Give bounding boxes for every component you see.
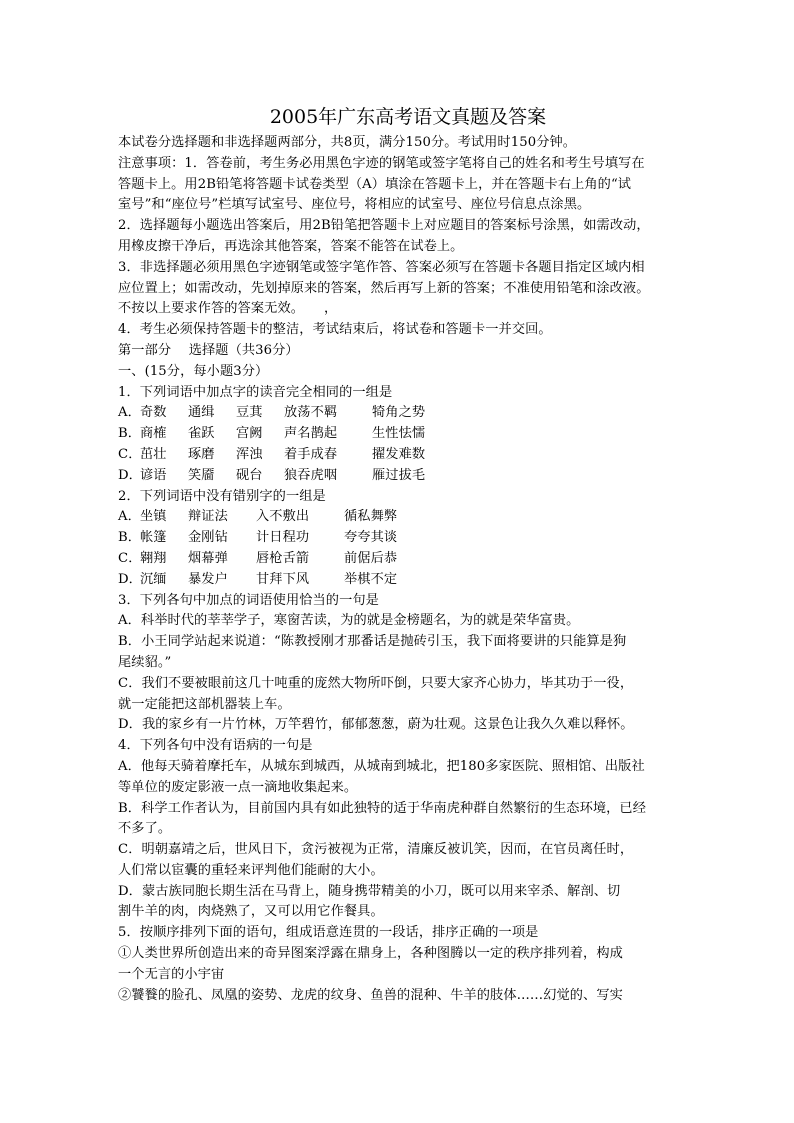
note-line: 4．考生必须保持答题卡的整洁，考试结束后，将试卷和答题卡一并交回。 [118, 322, 552, 338]
note-line: 2．选择题每小题选出答案后，用2B铅笔把答题卡上对应题目的答案标号涂黑，如需改动， [118, 218, 650, 234]
option-word: 举棋不定 [344, 571, 398, 587]
notes-block [118, 154, 680, 341]
option-word: 砚台 [236, 467, 263, 483]
option-text: D．蒙古族同胞长期生活在马背上，随身携带精美的小刀，既可以用来宰杀、解剖、切 [118, 883, 621, 899]
option-text: 尾续貂。” [118, 654, 172, 670]
option-text: B．科学工作者认为，目前国内具有如此独特的适于华南虎种群自然繁衍的生态环境，已经 [118, 800, 646, 816]
option-text: 不多了。 [118, 821, 172, 837]
option-word: 沉缅 [140, 571, 167, 587]
option-word: 雁过拔毛 [372, 467, 426, 483]
option-word: 声名鹊起 [284, 426, 338, 442]
note-line: 应位置上；如需改动，先划掉原来的答案，然后再写上新的答案；不准使用铅笔和涂改液。 [118, 280, 650, 296]
option-word: 烟幕弹 [188, 550, 228, 566]
question-stem: 1．下列词语中加点字的读音完全相同的一组是 [118, 384, 393, 400]
sentence-text: ①人类世界所创造出来的奇异图案浮露在鼎身上，各种图腾以一定的秩序排列着，构成 [118, 946, 623, 962]
option-word: 豆萁 [236, 405, 263, 421]
option-text: C．我们不要被眼前这几十吨重的庞然大物所吓倒，只要大家齐心协力，毕其功于一役， [118, 675, 634, 691]
option-word: 奇数 [140, 405, 167, 421]
option-word: 宫阙 [236, 426, 263, 442]
option-label: A． [118, 405, 141, 421]
note-line: 用橡皮擦干净后，再选涂其他答案，答案不能答在试卷上。 [118, 238, 464, 254]
option-row [118, 570, 680, 591]
question-stem: 4．下列各句中没有语病的一句是 [118, 738, 313, 754]
question-3 [118, 591, 680, 737]
option-row [118, 445, 680, 466]
option-word: 翱翔 [140, 550, 167, 566]
intro-text: 本试卷分选择题和非选择题两部分，共8页，满分150分。考试用时150分钟。 [118, 135, 577, 150]
option-word: 生性怯懦 [372, 426, 426, 442]
option-text: A．他每天骑着摩托车，从城东到城西，从城南到城北，把180多家医院、照相馆、出版社 [118, 758, 645, 774]
question-2 [118, 487, 680, 591]
option-word: 着手成春 [284, 446, 338, 462]
option-row [118, 528, 680, 549]
option-word: 入不敷出 [256, 509, 310, 525]
option-row [118, 507, 680, 528]
option-text: A．科举时代的莘莘学子，寒窗苦读，为的就是金榜题名，为的就是荣华富贵。 [118, 613, 580, 629]
option-label: A． [118, 509, 141, 525]
option-text: C．明朝嘉靖之后，世风日下，贪污被视为正常，清廉反被讥笑，因而，在官员离任时， [118, 842, 634, 858]
option-word: 商榷 [140, 426, 167, 442]
option-label: B． [118, 426, 142, 442]
option-word: 谚语 [140, 467, 167, 483]
question-4 [118, 736, 680, 923]
option-word: 雀跃 [188, 426, 215, 442]
option-word: 擢发难数 [372, 446, 426, 462]
option-word: 循私舞弊 [344, 509, 398, 525]
option-label: C． [118, 446, 142, 462]
option-row [118, 424, 680, 445]
option-word: 坐镇 [140, 509, 167, 525]
question-1 [118, 383, 680, 487]
note-line: 室号”和“座位号”栏填写试室号、座位号，将相应的试室号、座位号信息点涂黑。 [118, 197, 591, 213]
option-word: 金刚钻 [188, 530, 228, 546]
option-word: 通缉 [188, 405, 215, 421]
option-word: 笑靥 [188, 467, 215, 483]
page-title: 2005年广东高考语文真题及答案 [269, 106, 547, 128]
option-word: 甘拜下风 [256, 571, 310, 587]
option-word: 辩证法 [188, 509, 228, 525]
question-stem: 5．按顺序排列下面的语句，组成语意连贯的一段话，排序正确的一项是 [118, 925, 539, 941]
option-label: D． [118, 467, 142, 483]
question-5 [118, 923, 680, 1006]
question-stem: 3．下列各句中加点的词语使用恰当的一句是 [118, 592, 379, 608]
note-line: 答题卡上。用2B铅笔将答题卡试卷类型（A）填涂在答题卡上，并在答题卡右上角的“试 [118, 176, 632, 192]
option-text: D．我的家乡有一片竹林，万竿碧竹，郁郁葱葱，蔚为壮观。这景色让我久久难以释怀。 [118, 717, 634, 733]
note-line: 注意事项：1．答卷前，考生务必用黑色字迹的钢笔或签字笔将自己的姓名和考生号填写在 [118, 155, 645, 171]
exam-page [118, 103, 680, 1006]
section-heading: 一、(15分，每小题3分） [118, 363, 269, 379]
option-word: 前倨后恭 [344, 550, 398, 566]
question-stem: 2．下列词语中没有错别字的一组是 [118, 488, 326, 504]
option-word: 帐篷 [140, 530, 167, 546]
option-label: C． [118, 550, 142, 566]
option-row [118, 403, 680, 424]
option-label: B． [118, 530, 142, 546]
option-word: 唇枪舌箭 [256, 550, 310, 566]
option-text: 等单位的废定影液一点一滴地收集起来。 [118, 779, 358, 795]
note-line: 3．非选择题必须用黑色字迹钢笔或签字笔作答、答案必须写在答题卡各题目指定区域内相 [118, 259, 645, 275]
option-word: 计日程功 [256, 530, 310, 546]
option-word: 琢磨 [188, 446, 215, 462]
option-word: 夸夸其谈 [344, 530, 398, 546]
option-word: 茁壮 [140, 446, 167, 462]
option-word: 放荡不羁 [284, 405, 338, 421]
option-text: 人们常以宦囊的重轻来评判他们能耐的大小。 [118, 862, 384, 878]
option-label: D． [118, 571, 142, 587]
option-row [118, 549, 680, 570]
part-heading: 第一部分 选择题（共36分） [118, 342, 299, 358]
note-line: 不按以上要求作答的答案无效。 ， [118, 301, 338, 317]
option-word: 狼吞虎咽 [284, 467, 338, 483]
sentence-text: 一个无言的小宇宙 [118, 966, 225, 982]
option-word: 浑浊 [236, 446, 263, 462]
option-text: 割牛羊的肉，肉烧熟了，又可以用它作餐具。 [118, 904, 384, 920]
option-row [118, 466, 680, 487]
option-word: 犄角之势 [372, 405, 426, 421]
option-text: 就一定能把这部机器装上车。 [118, 696, 291, 712]
option-text: B．小王同学站起来说道：“陈教授刚才那番话是抛砖引玉，我下面将要讲的只能算是狗 [118, 634, 627, 650]
option-word: 暴发户 [188, 571, 228, 587]
sentence-text: ②饕餮的脸孔、凤凰的姿势、龙虎的纹身、鱼兽的混种、牛羊的肢体……幻觉的、写实 [118, 987, 623, 1003]
